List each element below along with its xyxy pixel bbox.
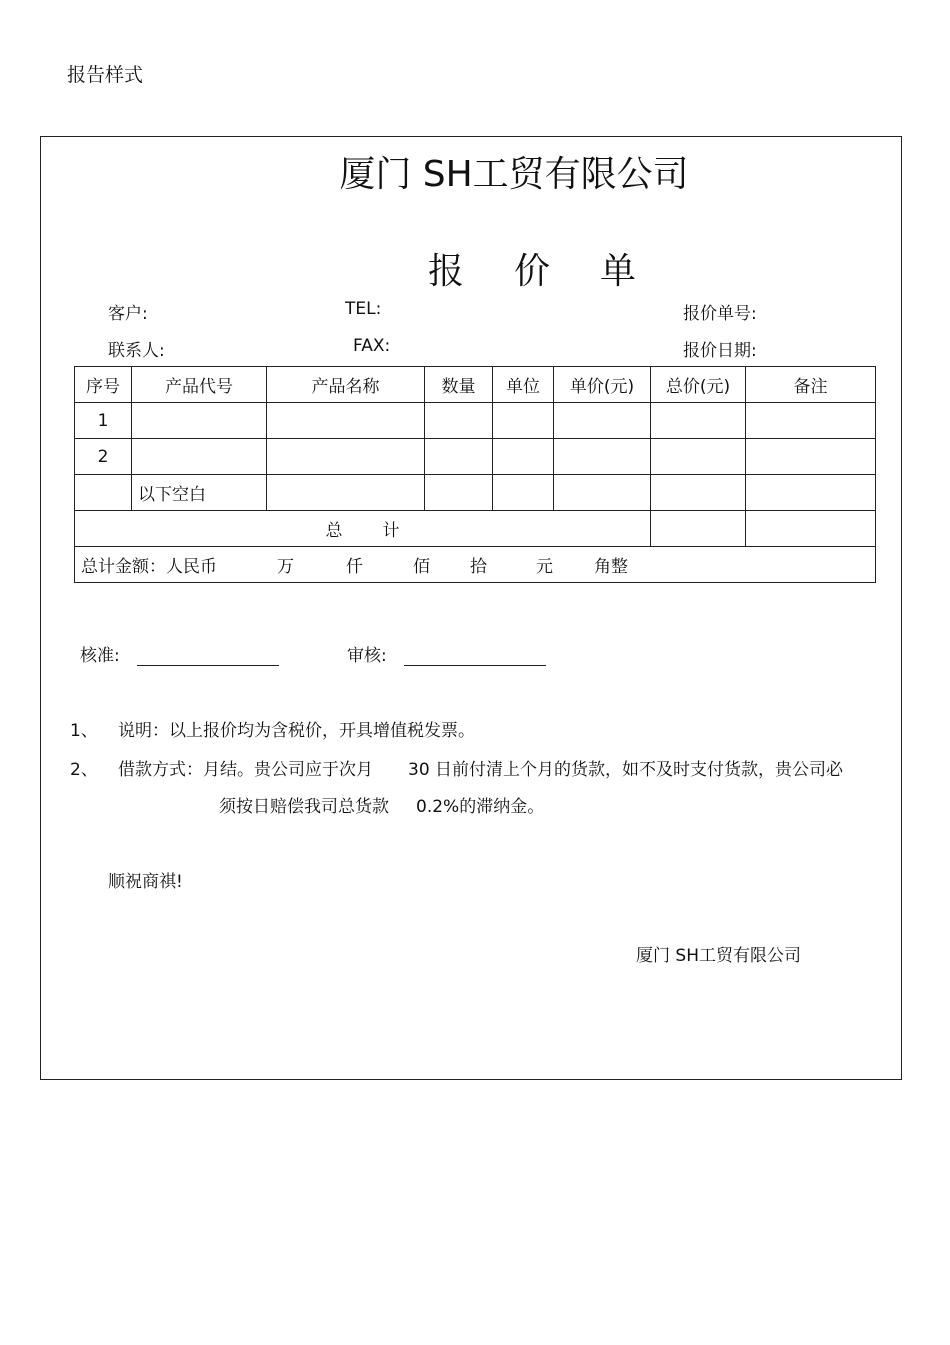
amount-unit-shi: 拾 (470, 557, 487, 577)
cell-unit (493, 403, 554, 439)
table-header-row (75, 367, 876, 403)
table-amount-row (75, 547, 876, 583)
table-row (75, 403, 876, 439)
cell-product-name (267, 403, 425, 439)
review-signature-line (404, 649, 546, 666)
amount-label: 总计金额：人民币 (81, 557, 217, 577)
customer-label: 客户: (108, 304, 148, 324)
total-label (75, 511, 651, 547)
cell-product-name (267, 475, 425, 511)
cell-total-price (651, 475, 746, 511)
closing-greeting: 顺祝商祺! (108, 872, 183, 892)
total-label-char: 总 (325, 521, 343, 541)
note-1-number: 1、 (70, 721, 98, 741)
document-title (428, 243, 636, 294)
quote-date-label: 报价日期: (683, 341, 757, 361)
note-2-text-a: 借款方式：月结。贵公司应于次月 (118, 760, 373, 780)
cell-unit-price (554, 475, 651, 511)
amount-unit-wan: 万 (277, 557, 294, 577)
table-row (75, 439, 876, 475)
note-1-text: 说明：以上报价均为含税价，开具增值税发票。 (118, 721, 475, 741)
cell-remarks (746, 403, 876, 439)
cell-remarks (746, 475, 876, 511)
review-label: 审核: (347, 646, 387, 666)
approve-signature-line (137, 649, 279, 666)
col-header-product-code: 产品代号 (132, 367, 267, 403)
quote-number-label: 报价单号: (683, 304, 757, 324)
cell-product-code (132, 403, 267, 439)
col-header-total-price: 总价(元) (651, 367, 746, 403)
col-header-product-name: 产品名称 (267, 367, 425, 403)
note-2-text-b: 30 日前付清上个月的货款，如不及时支付货款，贵公司必 (408, 760, 844, 780)
amount-unit-qian: 仟 (346, 557, 363, 577)
cell-index (75, 475, 132, 511)
page-caption: 报告样式 (67, 64, 144, 86)
cell-quantity (425, 475, 493, 511)
contact-label: 联系人: (108, 341, 165, 361)
cell-quantity (425, 439, 493, 475)
table-row (75, 475, 876, 511)
cell-quantity (425, 403, 493, 439)
fax-label: FAX: (353, 336, 391, 356)
cell-grand-total-remarks (746, 511, 876, 547)
note-2-text-d: 0.2%的滞纳金。 (416, 797, 545, 817)
col-header-unit-price: 单价(元) (554, 367, 651, 403)
note-2-text-c: 须按日赔偿我司总货款 (219, 797, 389, 817)
amount-unit-yuan: 元 (536, 557, 553, 577)
review-line (347, 641, 546, 666)
company-name: 厦门 SH工贸有限公司 (339, 154, 689, 195)
cell-product-code: 以下空白 (132, 475, 267, 511)
title-char: 价 (514, 251, 551, 292)
quote-table (74, 366, 876, 583)
cell-product-name (267, 439, 425, 475)
cell-unit-price (554, 403, 651, 439)
tel-label: TEL: (345, 299, 382, 319)
cell-total-price (651, 403, 746, 439)
col-header-remarks: 备注 (746, 367, 876, 403)
cell-unit (493, 475, 554, 511)
cell-unit-price (554, 439, 651, 475)
table-total-row (75, 511, 876, 547)
title-char: 单 (600, 251, 637, 292)
total-label-char: 计 (382, 521, 400, 541)
cell-total-price (651, 439, 746, 475)
cell-unit (493, 439, 554, 475)
col-header-quantity: 数量 (425, 367, 493, 403)
cell-grand-total (651, 511, 746, 547)
signature-company: 厦门 SH工贸有限公司 (636, 946, 801, 966)
col-header-unit: 单位 (493, 367, 554, 403)
cell-index: 2 (75, 439, 132, 475)
note-2-number: 2、 (70, 760, 98, 780)
cell-index: 1 (75, 403, 132, 439)
approve-label: 核准: (80, 646, 120, 666)
amount-unit-jiao: 角整 (594, 557, 628, 577)
cell-remarks (746, 439, 876, 475)
title-char: 报 (428, 251, 465, 292)
amount-in-words (75, 547, 876, 583)
approval-line (80, 641, 279, 666)
amount-unit-bai: 佰 (413, 557, 430, 577)
cell-product-code (132, 439, 267, 475)
col-header-index: 序号 (75, 367, 132, 403)
